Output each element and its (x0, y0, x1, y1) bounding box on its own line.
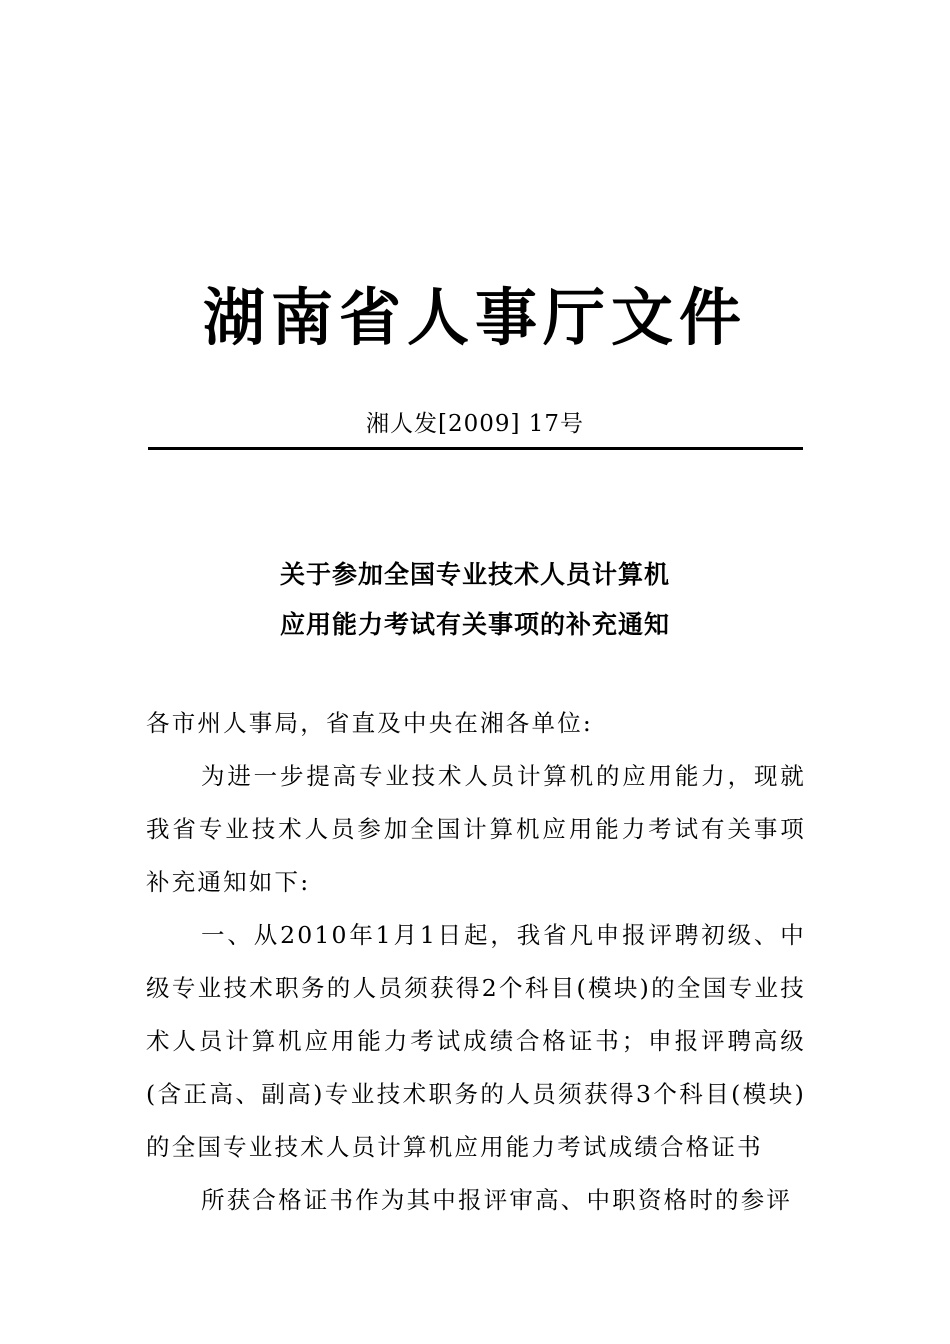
notice-title-line-2: 应用能力考试有关事项的补充通知 (279, 610, 670, 639)
body-paragraph: 一、从2010年1月1日起，我省凡申报评聘初级、中级专业技术职务的人员须获得2个科目(模块)的全国专业技术人员计算机应用能力考试成绩合格证书；申报评聘高级(含正高、副高)专业技术职务的人员须获得3个科目(模块)的全国专业技术人员计算机应用能力考试成绩合格证书 (146, 921, 806, 1161)
document-number: 湘人发[2009] 17号 (365, 411, 585, 437)
body-paragraph: 所获合格证书作为其中报评审高、中职资格时的参评 (201, 1186, 793, 1214)
document-body (146, 697, 806, 1227)
notice-title-line-1: 关于参加全国专业技术人员计算机 (279, 560, 670, 589)
header-divider (148, 447, 803, 450)
document-header-title: 湖南省人事厅文件 (202, 281, 747, 354)
salutation: 各市州人事局，省直及中央在湘各单位: (146, 709, 594, 737)
body-paragraph: 为进一步提高专业技术人员计算机的应用能力，现就我省专业技术人员参加全国计算机应用能力考试有关事项补充通知如下: (146, 762, 806, 896)
